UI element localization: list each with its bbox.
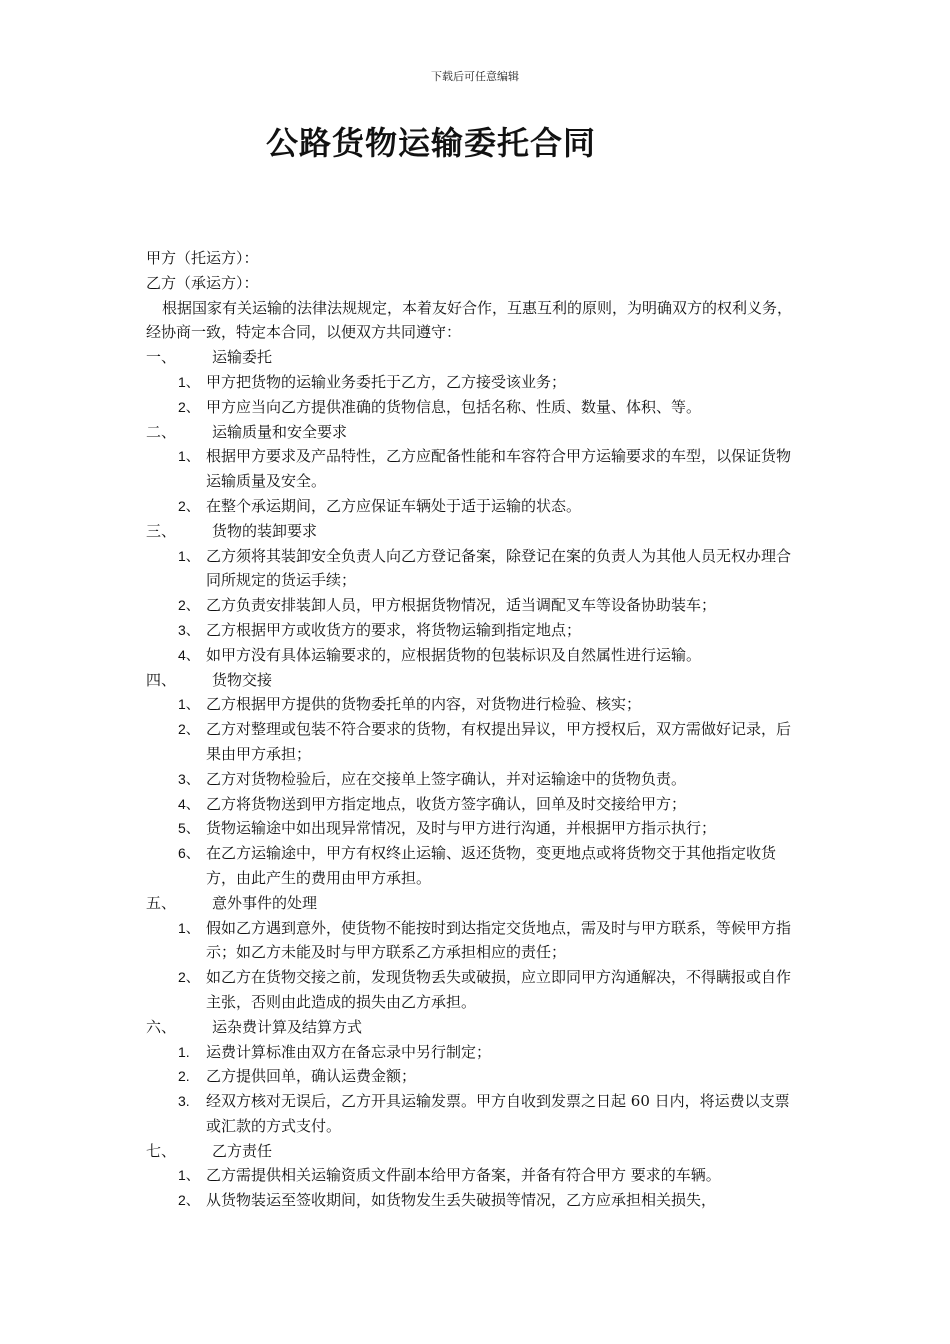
clause-number: 2. (178, 1068, 190, 1085)
clause-number: 2、 (178, 497, 200, 514)
clause-item (146, 370, 796, 395)
clause-text: 乙方需提供相关运输资质文件副本给甲方备案，并备有符合甲方 要求的车辆。 (206, 1166, 721, 1185)
clause-text: 根据甲方要求及产品特性，乙方应配备性能和车容符合甲方运输要求的车型，以保证货物运输质量及安全。 (206, 447, 792, 491)
section-heading (146, 668, 796, 693)
section-heading (146, 1015, 796, 1040)
clause-item (146, 916, 796, 966)
clause-item (146, 494, 796, 519)
clause-text: 如甲方没有具体运输要求的，应根据货物的包装标识及自然属性进行运输。 (206, 645, 702, 664)
clause-number: 4、 (178, 795, 200, 812)
clause-number: 1、 (178, 696, 200, 713)
clause-item (146, 643, 796, 668)
clause-number: 2、 (178, 398, 200, 415)
section-number: 一、 (146, 348, 177, 367)
document-title: 公路货物运输委托合同 (266, 124, 597, 162)
clause-number: 3. (178, 1093, 190, 1110)
clause-number: 1、 (178, 373, 200, 390)
clause-item (146, 717, 796, 767)
section-number: 七、 (146, 1141, 177, 1160)
clause-number: 2、 (178, 597, 200, 614)
clause-number: 5、 (178, 820, 200, 837)
clause-number: 3、 (178, 770, 200, 787)
clause-item (146, 841, 796, 891)
clause-item (146, 544, 796, 594)
header-note: 下载后可任意编辑 (431, 70, 519, 83)
section-number: 四、 (146, 670, 177, 689)
clause-number: 1、 (178, 547, 200, 564)
clause-number: 6、 (178, 845, 200, 862)
section-title: 运输质量和安全要求 (212, 422, 348, 441)
section-heading (146, 519, 796, 544)
clause-item (146, 1163, 796, 1188)
clause-text: 在乙方运输途中，甲方有权终止运输、返还货物，变更地点或将货物交于其他指定收货方，由此产生的费用由甲方承担。 (206, 844, 777, 887)
section-number: 五、 (146, 893, 177, 912)
clause-text: 经双方核对无误后，乙方开具运输发票。甲方自收到发票之日起 60 日内，将运费以支票或汇款的方式支付。 (206, 1092, 790, 1135)
clause-item (146, 1040, 796, 1065)
section-number: 六、 (146, 1017, 177, 1036)
clause-text: 运费计算标准由双方在备忘录中另行制定； (206, 1042, 492, 1061)
clause-text: 乙方对货物检验后，应在交接单上签字确认，并对运输途中的货物负责。 (206, 769, 687, 788)
clause-text: 货物运输途中如出现异常情况，及时与甲方进行沟通，并根据甲方指示执行； (206, 819, 717, 838)
section-heading (146, 345, 796, 370)
clause-item (146, 792, 796, 817)
clause-text: 如乙方在货物交接之前，发现货物丢失或破损，应立即同甲方沟通解决，不得瞒报或自作主张，否则由此造成的损失由乙方承担。 (206, 968, 792, 1011)
clause-number: 2、 (178, 1192, 200, 1209)
clause-text: 乙方根据甲方提供的货物委托单的内容，对货物进行检验、核实； (206, 695, 642, 714)
clause-item (146, 767, 796, 792)
sections-container (146, 345, 796, 1213)
clause-text: 假如乙方遇到意外，使货物不能按时到达指定交货地点，需及时与甲方联系，等候甲方指示；如乙方未能及时与甲方联系乙方承担相应的责任； (206, 918, 792, 962)
clause-item (146, 965, 796, 1015)
clause-number: 3、 (178, 621, 200, 638)
clause-item (146, 1089, 796, 1139)
clause-text: 乙方将货物送到甲方指定地点，收货方签字确认，回单及时交接给甲方； (206, 794, 687, 813)
section-title: 运输委托 (212, 348, 273, 367)
section-title: 运杂费计算及结算方式 (212, 1017, 363, 1036)
clause-number: 2、 (178, 969, 200, 986)
clause-number: 4、 (178, 646, 200, 663)
section-title: 乙方责任 (212, 1141, 273, 1160)
section-number: 三、 (146, 521, 177, 540)
clause-text: 从货物装运至签收期间，如货物发生丢失破损等情况，乙方应承担相关损失， (206, 1191, 717, 1210)
clause-item (146, 1188, 796, 1213)
clause-text: 乙方对整理或包装不符合要求的货物，有权提出异议，甲方授权后，双方需做好记录，后果由甲方承担； (206, 720, 792, 763)
party-a-line: 甲方（托运方）： (146, 249, 259, 267)
clause-item (146, 1064, 796, 1089)
section-title: 货物的装卸要求 (212, 521, 318, 540)
clause-item (146, 444, 796, 494)
clause-item (146, 593, 796, 618)
clause-text: 乙方根据甲方或收货方的要求，将货物运输到指定地点； (206, 620, 582, 639)
clause-number: 2、 (178, 721, 200, 738)
section-heading (146, 891, 796, 916)
section-title: 货物交接 (212, 670, 273, 689)
clause-item (146, 395, 796, 420)
clause-number: 1、 (178, 919, 200, 936)
clause-text: 乙方负责安排装卸人员，甲方根据货物情况，适当调配叉车等设备协助装车； (206, 596, 717, 615)
clause-item (146, 618, 796, 643)
clause-text: 乙方提供回单，确认运费金额； (206, 1067, 417, 1086)
section-heading (146, 1139, 796, 1164)
clause-number: 1. (178, 1043, 190, 1060)
section-heading (146, 420, 796, 445)
clause-text: 乙方须将其装卸安全负责人向乙方登记备案，除登记在案的负责人为其他人员无权办理合同所规定的货运手续； (206, 546, 792, 590)
contract-body (146, 246, 796, 1213)
section-title: 意外事件的处理 (212, 893, 318, 912)
clause-item (146, 692, 796, 717)
intro-paragraph: 根据国家有关运输的法律法规规定，本着友好合作，互惠互利的原则，为明确双方的权利义务，经协商一致，特定本合同，以便双方共同遵守： (146, 298, 793, 342)
clause-text: 在整个承运期间，乙方应保证车辆处于适于运输的状态。 (206, 496, 582, 515)
party-b-line: 乙方（承运方）： (146, 273, 259, 292)
section-number: 二、 (146, 422, 177, 441)
clause-text: 甲方把货物的运输业务委托于乙方，乙方接受该业务； (206, 372, 567, 391)
clause-text: 甲方应当向乙方提供准确的货物信息，包括名称、性质、数量、体积、等。 (206, 397, 702, 416)
clause-item (146, 816, 796, 841)
clause-number: 1、 (178, 448, 200, 465)
clause-number: 1、 (178, 1167, 200, 1184)
